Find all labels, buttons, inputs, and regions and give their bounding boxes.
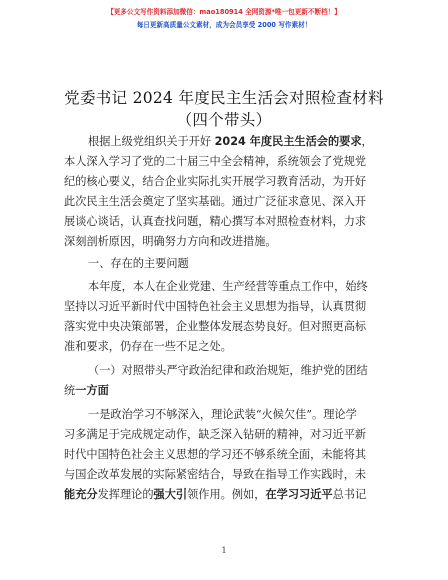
paragraph-2-line-3: 落实党中央决策部署，企业整体发展态势良好。但对照更高标 bbox=[64, 320, 367, 333]
paragraph-1-emphasis: 2024 年度民主生活会的要求 bbox=[214, 135, 362, 148]
mixed-regular-3: 总书记 bbox=[332, 488, 367, 501]
mixed-regular-2: 领作用。例如， bbox=[187, 488, 266, 501]
paragraph-1-line-2: 本人深入学习了党的二十届三中全会精神，系统领会了党规党 bbox=[64, 155, 367, 168]
paragraph-1-line-3: 纪的核心要义，结合企业实际扎实开展学习教育活动，为开好 bbox=[64, 175, 367, 188]
mixed-bold-1: 能充分 bbox=[64, 488, 98, 501]
mixed-bold-3: 在学习习近平 bbox=[265, 488, 333, 501]
subsection-heading-line-2 bbox=[64, 384, 448, 397]
mixed-regular-1: 发挥理论的 bbox=[97, 488, 154, 501]
paragraph-3-line-3: 时代中国特色社会主义思想的学习还不够系统全面，未能将其 bbox=[64, 448, 367, 461]
paragraph-2-line-4: 准和要求，仍存在一些不足之处。 bbox=[64, 340, 232, 353]
paragraph-1-line-6: 深刻剖析原因，明确努力方向和改进措施。 bbox=[64, 235, 277, 248]
paragraph-1-line-4: 此次民主生活会奠定了坚实基础。通过广泛征求意见、深入开 bbox=[64, 195, 367, 208]
paragraph-1-line-5: 展谈心谈话，认真查找问题，精心撰写本对照检查材料，力求 bbox=[64, 215, 367, 228]
paragraph-2-line-2: 坚持以习近平新时代中国特色社会主义思想为指导，认真贯彻 bbox=[64, 300, 367, 313]
document-title: 党委书记 2024 年度民主生活会对照检查材料 bbox=[64, 89, 384, 107]
mixed-bold-2: 强大引 bbox=[153, 488, 188, 501]
paragraph-1-text: 根据上级党组织关于开好 bbox=[88, 135, 215, 148]
paragraph-1-comma: ， bbox=[361, 135, 373, 148]
subsection-heading-line-1: （一）对照带头严守政治纪律和政治规矩，维护党的团结 bbox=[88, 364, 368, 377]
section-heading-problems: 一、存在的主要问题 bbox=[88, 257, 189, 270]
subsection-heading-prefix: 统 bbox=[64, 384, 76, 397]
paragraph-3-line-2: 习多满足于完成规定动作，缺乏深入钻研的精神，对习近平新 bbox=[64, 428, 367, 441]
page-number: 1 bbox=[221, 546, 227, 555]
promo-banner-line-1: 【更多公文写作资料添加微信：mao180914 全网资源*唯一包更新不断档！】 bbox=[107, 8, 341, 16]
paragraph-2-line-1: 本年度，本人在企业党建、生产经营等重点工作中，始终 bbox=[88, 280, 368, 293]
subsection-heading-emphasis: 一方面 bbox=[75, 384, 109, 397]
paragraph-3-line-5 bbox=[64, 488, 448, 501]
paragraph-3-line-1: 一是政治学习不够深入，理论武装“火候欠佳”。理论学 bbox=[88, 408, 357, 421]
document-subtitle: （四个带头） bbox=[176, 111, 272, 129]
promo-banner-line-2: 每日更新高质量公文素材，成为会员享受 2000 写作素材！ bbox=[136, 21, 312, 29]
paragraph-1-line-1 bbox=[88, 135, 448, 148]
paragraph-3-line-4: 与国企改革发展的实际紧密结合，导致在指导工作实践时，未 bbox=[64, 468, 367, 481]
